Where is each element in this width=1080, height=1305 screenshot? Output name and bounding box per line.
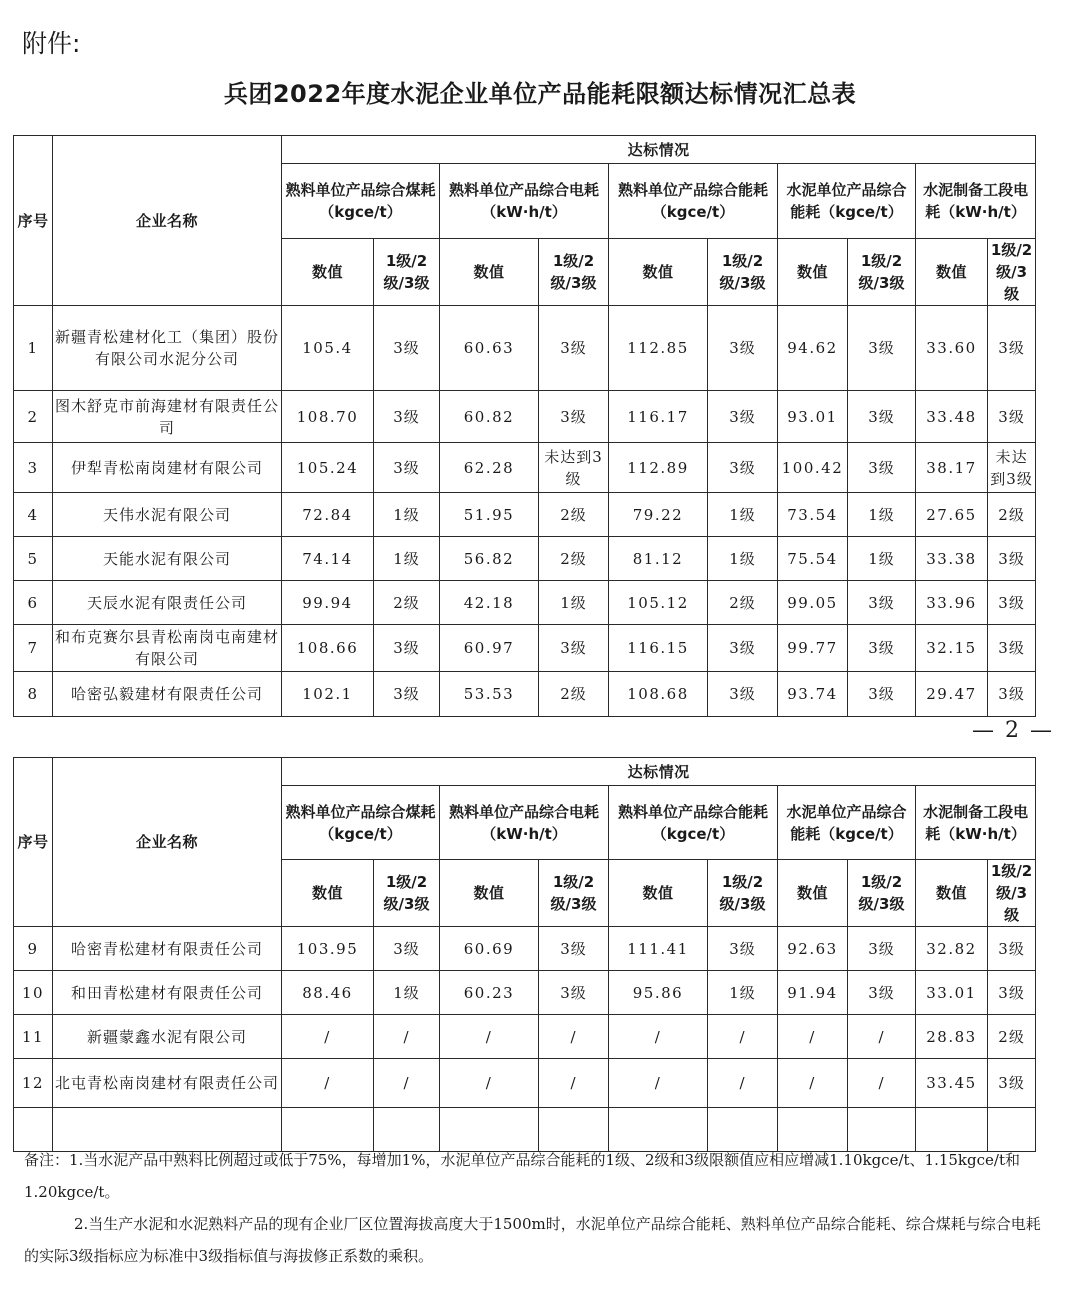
metric-level: 2级: [988, 493, 1036, 537]
metric-value: 105.4: [282, 306, 374, 391]
metric-value: 92.63: [778, 927, 848, 971]
metric-value: 53.53: [440, 672, 539, 717]
header-value: 数值: [609, 860, 708, 927]
metric-level: 3级: [539, 625, 609, 672]
metric-level: /: [708, 1059, 778, 1108]
metric-level: 3级: [539, 971, 609, 1015]
row-number: 4: [14, 493, 53, 537]
metric-level: 3级: [708, 672, 778, 717]
company-name: 北屯青松南岗建材有限责任公司: [53, 1059, 282, 1108]
metric-value: 33.48: [916, 391, 988, 443]
metric-level: 2级: [539, 493, 609, 537]
company-name: 哈密青松建材有限责任公司: [53, 927, 282, 971]
metric-value: 88.46: [282, 971, 374, 1015]
header-clinker-energy: 熟料单位产品综合能耗（kgce/t）: [609, 164, 778, 239]
header-cement-energy: 水泥单位产品综合能耗（kgce/t）: [778, 786, 916, 860]
metric-level: 2级: [374, 581, 440, 625]
header-clinker-coal: 熟料单位产品综合煤耗（kgce/t）: [282, 164, 440, 239]
metric-level: 3级: [988, 927, 1036, 971]
row-number: 1: [14, 306, 53, 391]
company-name: 图木舒克市前海建材有限责任公司: [53, 391, 282, 443]
summary-table-page2: [13, 757, 1036, 1152]
metric-level: 2级: [539, 672, 609, 717]
metric-level: 1级: [848, 493, 916, 537]
metric-level: 3级: [848, 672, 916, 717]
header-value: 数值: [778, 239, 848, 306]
metric-level: 1级: [708, 537, 778, 581]
company-name: 新疆蒙鑫水泥有限公司: [53, 1015, 282, 1059]
table-row: [14, 537, 1036, 581]
metric-value: 108.66: [282, 625, 374, 672]
metric-value: 56.82: [440, 537, 539, 581]
header-level: 1级/2级/3级: [708, 860, 778, 927]
document-title: 兵团2022年度水泥企业单位产品能耗限额达标情况汇总表: [223, 80, 857, 108]
row-number: 7: [14, 625, 53, 672]
metric-level: 1级: [708, 971, 778, 1015]
metric-level: /: [708, 1015, 778, 1059]
metric-value: 79.22: [609, 493, 708, 537]
company-name: 伊犁青松南岗建材有限公司: [53, 443, 282, 493]
header-clinker-coal: 熟料单位产品综合煤耗（kgce/t）: [282, 786, 440, 860]
table-row: [14, 581, 1036, 625]
metric-value: /: [609, 1015, 708, 1059]
metric-level: 3级: [848, 625, 916, 672]
header-level: 1级/2级/3级: [848, 239, 916, 306]
header-value: 数值: [609, 239, 708, 306]
metric-level: /: [539, 1015, 609, 1059]
header-cement-grinding-power: 水泥制备工段电耗（kW·h/t）: [916, 164, 1036, 239]
company-name: 和田青松建材有限责任公司: [53, 971, 282, 1015]
metric-value: 93.01: [778, 391, 848, 443]
table-row: [14, 927, 1036, 971]
metric-level: 3级: [848, 443, 916, 493]
metric-value: 33.45: [916, 1059, 988, 1108]
metric-level: 3级: [708, 391, 778, 443]
table-row: [14, 493, 1036, 537]
metric-value: 33.01: [916, 971, 988, 1015]
table-row: [14, 306, 1036, 391]
metric-value: 102.1: [282, 672, 374, 717]
note-1: 备注：1.当水泥产品中熟料比例超过或低于75%，每增加1%，水泥单位产品综合能耗的1级、2级和3级限额值应相应增减1.10kgce/t、1.15kgce/t和1.20kgce/t。: [24, 1151, 1020, 1201]
metric-level: /: [848, 1059, 916, 1108]
metric-level: 3级: [374, 391, 440, 443]
company-name: 和布克赛尔县青松南岗屯南建材有限公司: [53, 625, 282, 672]
metric-value: 93.74: [778, 672, 848, 717]
table-row: [14, 1059, 1036, 1108]
metric-value: 108.68: [609, 672, 708, 717]
metric-value: /: [609, 1059, 708, 1108]
metric-level: /: [374, 1059, 440, 1108]
metric-value: 51.95: [440, 493, 539, 537]
metric-level: 3级: [848, 581, 916, 625]
metric-value: 60.97: [440, 625, 539, 672]
metric-value: 81.12: [609, 537, 708, 581]
metric-level: 1级: [374, 971, 440, 1015]
metric-value: 100.42: [778, 443, 848, 493]
row-number: 8: [14, 672, 53, 717]
metric-level: 1级: [848, 537, 916, 581]
metric-level: 3级: [539, 306, 609, 391]
metric-value: 99.05: [778, 581, 848, 625]
summary-table-page1: [13, 135, 1036, 717]
metric-value: 27.65: [916, 493, 988, 537]
metric-value: /: [440, 1015, 539, 1059]
metric-value: 75.54: [778, 537, 848, 581]
metric-level: 3级: [708, 625, 778, 672]
header-level: 1级/2级/3级: [708, 239, 778, 306]
metric-value: /: [282, 1059, 374, 1108]
header-group: 达标情况: [282, 758, 1036, 786]
metric-value: 112.89: [609, 443, 708, 493]
metric-value: 112.85: [609, 306, 708, 391]
metric-level: 3级: [374, 672, 440, 717]
metric-level: 未达到3级: [988, 443, 1036, 493]
metric-level: 3级: [374, 927, 440, 971]
note-2: 2.当生产水泥和水泥熟料产品的现有企业厂区位置海拔高度大于1500m时，水泥单位产品综合能耗、熟料单位产品综合能耗、综合煤耗与综合电耗的实际3级指标应为标准中3级指标值与海拔修正系数的乘积。: [24, 1215, 1041, 1265]
metric-level: 3级: [708, 306, 778, 391]
metric-level: 2级: [988, 1015, 1036, 1059]
row-number: 10: [14, 971, 53, 1015]
metric-level: 3级: [988, 1059, 1036, 1108]
metric-level: 2级: [708, 581, 778, 625]
table-row: [14, 672, 1036, 717]
header-seq: 序号: [14, 758, 53, 927]
header-value: 数值: [916, 239, 988, 306]
metric-value: 33.96: [916, 581, 988, 625]
page-number: — 2 —: [972, 718, 1054, 743]
metric-level: 3级: [848, 971, 916, 1015]
metric-level: 1级: [374, 537, 440, 581]
metric-value: 116.15: [609, 625, 708, 672]
metric-level: 1级: [539, 581, 609, 625]
header-level: 1级/2级/3级: [374, 860, 440, 927]
metric-value: 99.77: [778, 625, 848, 672]
row-number: 12: [14, 1059, 53, 1108]
row-number: 5: [14, 537, 53, 581]
header-level: 1级/2级/3级: [988, 239, 1036, 306]
metric-value: 60.23: [440, 971, 539, 1015]
metric-level: 1级: [374, 493, 440, 537]
metric-value: 91.94: [778, 971, 848, 1015]
metric-value: /: [440, 1059, 539, 1108]
row-number: 9: [14, 927, 53, 971]
metric-level: 3级: [988, 306, 1036, 391]
metric-value: 60.82: [440, 391, 539, 443]
metric-value: /: [778, 1015, 848, 1059]
metric-value: 111.41: [609, 927, 708, 971]
header-company: 企业名称: [53, 758, 282, 927]
metric-value: 73.54: [778, 493, 848, 537]
header-seq: 序号: [14, 136, 53, 306]
metric-level: 3级: [708, 443, 778, 493]
metric-value: 33.38: [916, 537, 988, 581]
row-number: 3: [14, 443, 53, 493]
metric-value: 32.15: [916, 625, 988, 672]
metric-level: 3级: [988, 971, 1036, 1015]
metric-level: /: [848, 1015, 916, 1059]
header-value: 数值: [778, 860, 848, 927]
metric-value: /: [282, 1015, 374, 1059]
metric-value: 60.63: [440, 306, 539, 391]
table-row: [14, 443, 1036, 493]
header-value: 数值: [282, 860, 374, 927]
metric-level: 未达到3级: [539, 443, 609, 493]
metric-value: 116.17: [609, 391, 708, 443]
company-name: 天辰水泥有限责任公司: [53, 581, 282, 625]
metric-value: 72.84: [282, 493, 374, 537]
metric-level: 3级: [374, 625, 440, 672]
table-row: [14, 625, 1036, 672]
header-level: 1级/2级/3级: [848, 860, 916, 927]
metric-level: 3级: [848, 306, 916, 391]
metric-value: 103.95: [282, 927, 374, 971]
header-clinker-energy: 熟料单位产品综合能耗（kgce/t）: [609, 786, 778, 860]
metric-level: 3级: [848, 391, 916, 443]
metric-value: 105.24: [282, 443, 374, 493]
attachment-label: 附件:: [22, 29, 81, 58]
header-cement-grinding-power: 水泥制备工段电耗（kW·h/t）: [916, 786, 1036, 860]
header-group: 达标情况: [282, 136, 1036, 164]
metric-value: 42.18: [440, 581, 539, 625]
metric-value: 60.69: [440, 927, 539, 971]
company-name: 天伟水泥有限公司: [53, 493, 282, 537]
metric-value: 32.82: [916, 927, 988, 971]
metric-value: 105.12: [609, 581, 708, 625]
metric-level: 3级: [708, 927, 778, 971]
metric-level: 3级: [374, 443, 440, 493]
metric-level: /: [374, 1015, 440, 1059]
metric-level: 3级: [539, 927, 609, 971]
metric-value: 74.14: [282, 537, 374, 581]
metric-value: 38.17: [916, 443, 988, 493]
header-value: 数值: [440, 239, 539, 306]
notes: [24, 1144, 1054, 1272]
metric-value: 62.28: [440, 443, 539, 493]
row-number: 6: [14, 581, 53, 625]
metric-level: 2级: [539, 537, 609, 581]
metric-level: 3级: [848, 927, 916, 971]
header-value: 数值: [440, 860, 539, 927]
metric-value: 33.60: [916, 306, 988, 391]
metric-level: 3级: [374, 306, 440, 391]
header-level: 1级/2级/3级: [539, 239, 609, 306]
company-name: 天能水泥有限公司: [53, 537, 282, 581]
metric-level: 3级: [988, 581, 1036, 625]
metric-value: 99.94: [282, 581, 374, 625]
metric-level: 3级: [988, 625, 1036, 672]
row-number: 2: [14, 391, 53, 443]
metric-level: 1级: [708, 493, 778, 537]
header-value: 数值: [282, 239, 374, 306]
metric-level: 3级: [988, 672, 1036, 717]
row-number: 11: [14, 1015, 53, 1059]
metric-value: /: [778, 1059, 848, 1108]
metric-level: /: [539, 1059, 609, 1108]
metric-level: 3级: [988, 537, 1036, 581]
company-name: 哈密弘毅建材有限责任公司: [53, 672, 282, 717]
metric-value: 28.83: [916, 1015, 988, 1059]
metric-value: 29.47: [916, 672, 988, 717]
table-row: [14, 1015, 1036, 1059]
header-level: 1级/2级/3级: [374, 239, 440, 306]
metric-value: 94.62: [778, 306, 848, 391]
header-company: 企业名称: [53, 136, 282, 306]
table-row: [14, 971, 1036, 1015]
header-clinker-power: 熟料单位产品综合电耗（kW·h/t）: [440, 164, 609, 239]
header-level: 1级/2级/3级: [988, 860, 1036, 927]
table-row: [14, 391, 1036, 443]
metric-value: 95.86: [609, 971, 708, 1015]
company-name: 新疆青松建材化工（集团）股份有限公司水泥分公司: [53, 306, 282, 391]
metric-level: 3级: [988, 391, 1036, 443]
header-cement-energy: 水泥单位产品综合能耗（kgce/t）: [778, 164, 916, 239]
header-clinker-power: 熟料单位产品综合电耗（kW·h/t）: [440, 786, 609, 860]
metric-level: 3级: [539, 391, 609, 443]
metric-value: 108.70: [282, 391, 374, 443]
header-value: 数值: [916, 860, 988, 927]
header-level: 1级/2级/3级: [539, 860, 609, 927]
